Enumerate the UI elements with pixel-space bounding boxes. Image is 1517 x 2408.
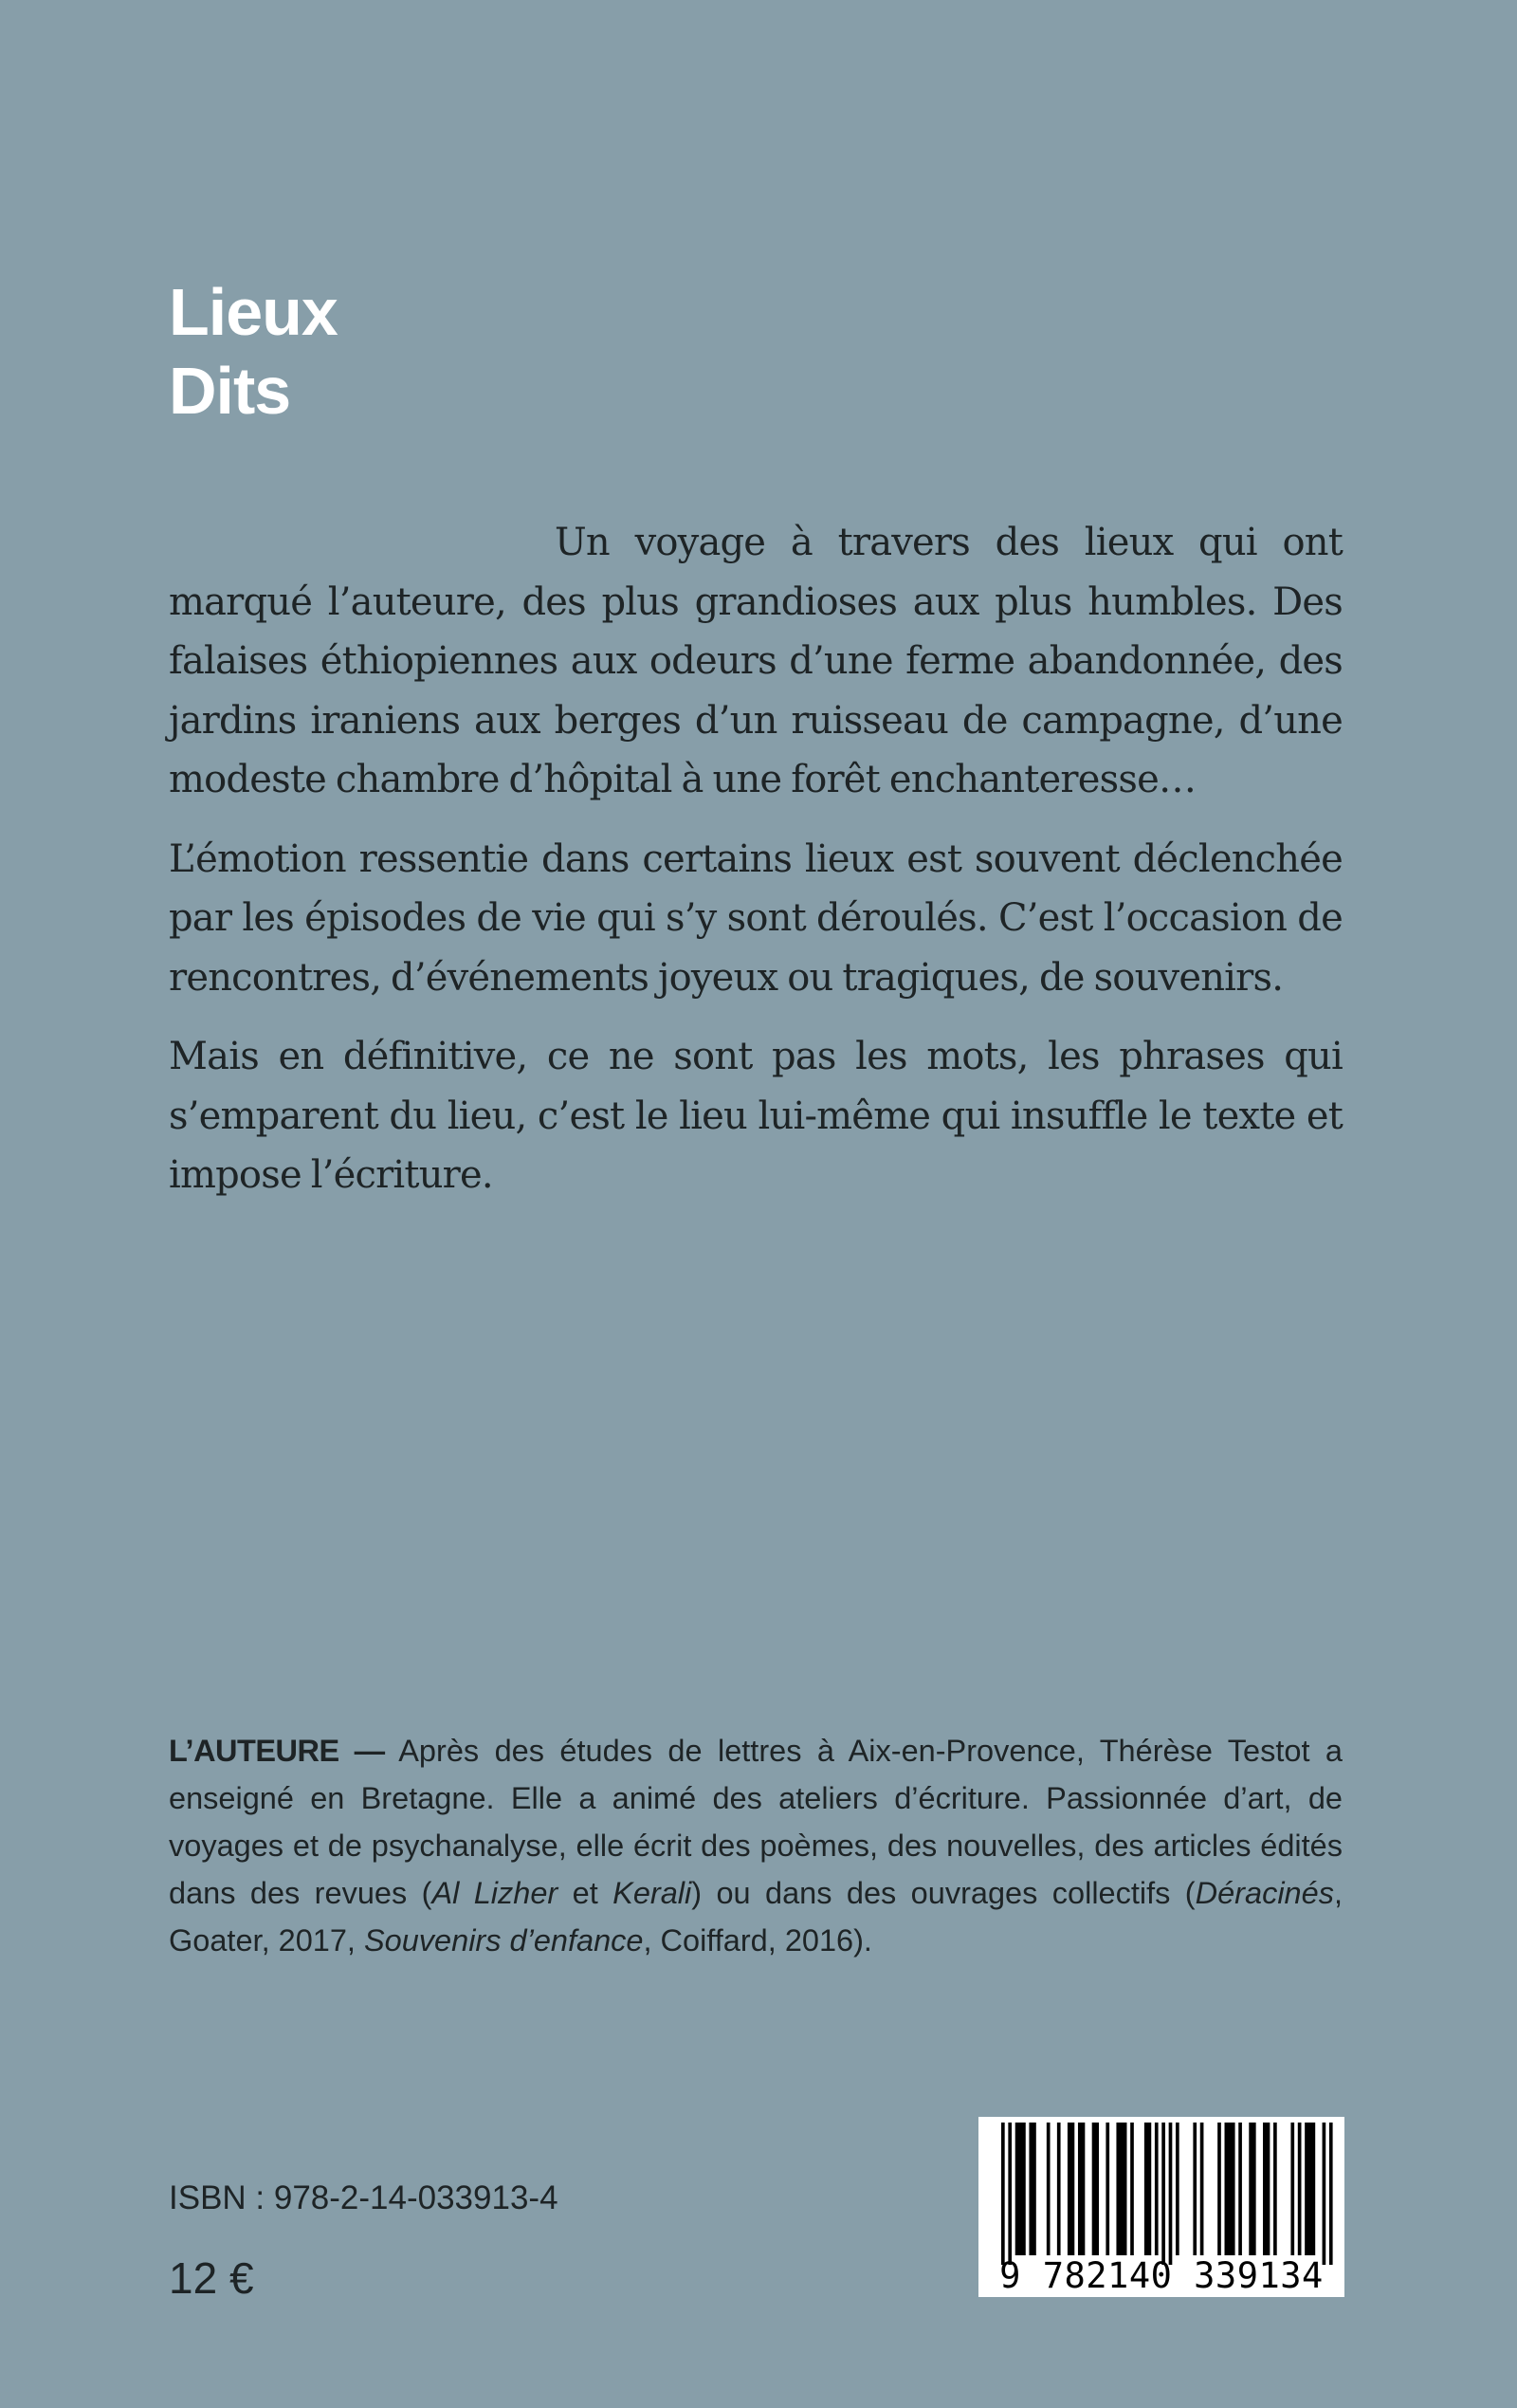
journal-title-kerali: Kerali <box>612 1876 692 1910</box>
journal-title-al-lizher: Al Lizher <box>431 1876 558 1910</box>
book-blurb <box>169 513 1343 1225</box>
book-title-deracines: Déracinés <box>1195 1876 1334 1910</box>
barcode-bar-9 <box>1106 2123 1109 2255</box>
book-title-line-2: Dits <box>169 354 291 428</box>
barcode-bar-18 <box>1200 2123 1204 2255</box>
book-title-line-1: Lieux <box>169 275 338 349</box>
barcode-bar-5 <box>1057 2123 1061 2255</box>
price: 12 € <box>169 2253 254 2303</box>
author-bio-text-3: ) ou dans des ouvrages collectifs ( <box>691 1876 1196 1910</box>
barcode-bar-19 <box>1217 2123 1221 2255</box>
barcode-bar-28 <box>1323 2123 1326 2265</box>
book-title-souvenirs-enfance: Souvenirs d’enfance <box>363 1923 644 1958</box>
barcode-bar-2 <box>1015 2123 1026 2255</box>
author-bio <box>169 1727 1343 1964</box>
book-title <box>169 273 338 431</box>
barcode-bar-17 <box>1193 2123 1197 2255</box>
barcode-bar-27 <box>1305 2123 1315 2255</box>
barcode-bar-13 <box>1155 2123 1159 2255</box>
author-bio-text-1: Après des études de lettres à Aix-en-Provence, Thérèse Testot a enseigné en Bretagne. Elle a animé des ateliers d’écriture. Passionnée d’art, de voyages et de psychanalyse, elle écrit des poèmes, des nouvelles, des articles édités dans des revues ( <box>169 1734 1343 1910</box>
barcode-bar-25 <box>1290 2123 1294 2255</box>
barcode-bar-12 <box>1144 2123 1151 2255</box>
barcode-bar-4 <box>1047 2123 1051 2255</box>
barcode-bar-8 <box>1092 2123 1099 2255</box>
barcode-bar-23 <box>1263 2123 1270 2255</box>
barcode-digits: 9 782140 339134 <box>999 2255 1324 2296</box>
blurb-paragraph-1: Un voyage à travers des lieux qui ont marqué l’auteure, des plus grandioses aux plus humbles. Des falaises éthiopiennes aux odeurs d’une ferme abandonnée, des jardins iraniens aux berges d’un ruisseau de campagne, d’une modeste chambre d’hôpital à une forêt enchanteresse… <box>169 521 1343 801</box>
barcode-bar-11 <box>1130 2123 1134 2255</box>
barcode-bar-6 <box>1068 2123 1074 2255</box>
barcode-bar-26 <box>1298 2123 1302 2255</box>
barcode-bar-29 <box>1329 2123 1333 2265</box>
barcode-bar-14 <box>1161 2123 1165 2265</box>
author-label: L’AUTEURE — <box>169 1734 385 1768</box>
blurb-paragraph-2: L’émotion ressentie dans certains lieux est souvent déclenchée par les épisodes de vie qui s’y sont déroulés. C’est l’occasion de rencontres, d’événements joyeux ou tragiques, de souvenirs. <box>169 836 1343 1000</box>
blurb-paragraph-3: Mais en définitive, ce ne sont pas les mots, les phrases qui s’emparent du lieu, c’est le lieu lui-même qui insuffle le texte et impose l’écriture. <box>169 1035 1343 1197</box>
barcode-bar-1 <box>1008 2123 1012 2265</box>
barcode-bar-10 <box>1116 2123 1126 2255</box>
barcode-bar-22 <box>1249 2123 1255 2255</box>
barcode-bar-15 <box>1169 2123 1173 2265</box>
author-bio-text-2: et <box>557 1876 613 1910</box>
isbn: ISBN : 978-2-14-033913-4 <box>169 2179 558 2216</box>
barcode-bar-24 <box>1273 2123 1277 2255</box>
barcode-bar-3 <box>1029 2123 1035 2255</box>
barcode-bar-7 <box>1078 2123 1085 2255</box>
barcode-bar-16 <box>1176 2123 1179 2255</box>
author-bio-text-4: , Goater, 2017, <box>169 1876 1343 1958</box>
barcode-bar-0 <box>1001 2123 1005 2265</box>
author-bio-text-5: , Coiffard, 2016). <box>643 1923 872 1958</box>
barcode-bar-20 <box>1225 2123 1235 2255</box>
barcode <box>978 2117 1344 2297</box>
barcode-bar-21 <box>1238 2123 1242 2255</box>
